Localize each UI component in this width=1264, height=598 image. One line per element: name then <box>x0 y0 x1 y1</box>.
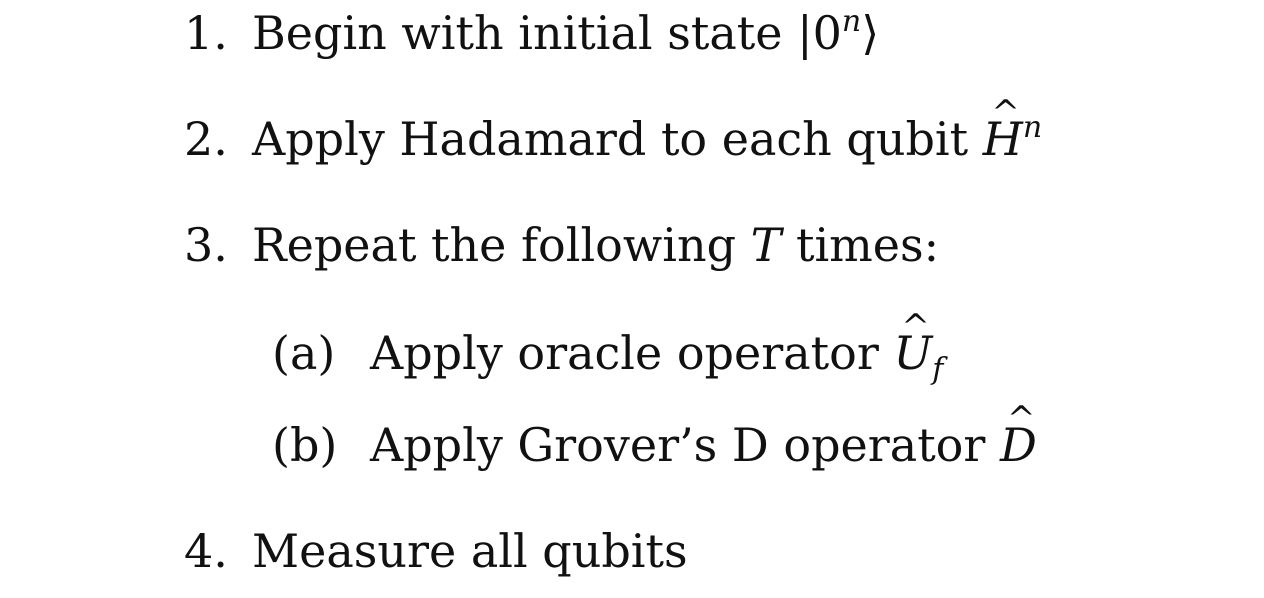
operator-symbol: ^ D <box>1000 422 1037 468</box>
step-number: 3. <box>184 218 228 272</box>
step-text: Begin with initial state <box>252 6 783 60</box>
iteration-variable: T <box>750 218 782 272</box>
grover-diffusion-operator <box>985 418 1037 472</box>
step-2 <box>184 110 1043 166</box>
oracle-operator <box>879 326 944 387</box>
step-number: 2. <box>184 112 228 166</box>
substep-b <box>272 418 1037 472</box>
ket-close: ⟩ <box>861 6 880 60</box>
ket-open: |0 <box>797 6 842 60</box>
step-number: 4. <box>184 524 228 578</box>
hadamard-operator <box>968 110 1043 166</box>
operator-symbol: ^ H <box>983 116 1023 162</box>
operator-subscript: f <box>932 352 944 387</box>
substep-a <box>272 326 944 387</box>
step-4 <box>184 524 688 578</box>
substep-text: Apply Grover’s D operator <box>370 418 986 472</box>
step-text-after: times: <box>795 218 940 272</box>
substep-label: (b) <box>272 418 338 472</box>
operator-superscript: n <box>1022 110 1043 145</box>
step-1 <box>184 4 880 60</box>
step-text: Measure all qubits <box>252 524 688 578</box>
ket-superscript: n <box>841 4 862 39</box>
step-3 <box>184 218 940 272</box>
substep-label: (a) <box>272 326 336 380</box>
step-text-before: Repeat the following <box>252 218 737 272</box>
initial-state-ket <box>782 4 880 60</box>
step-text: Apply Hadamard to each qubit <box>252 112 969 166</box>
operator-symbol: ^ U <box>893 330 932 376</box>
step-number: 1. <box>184 6 228 60</box>
substep-text: Apply oracle operator <box>370 326 879 380</box>
